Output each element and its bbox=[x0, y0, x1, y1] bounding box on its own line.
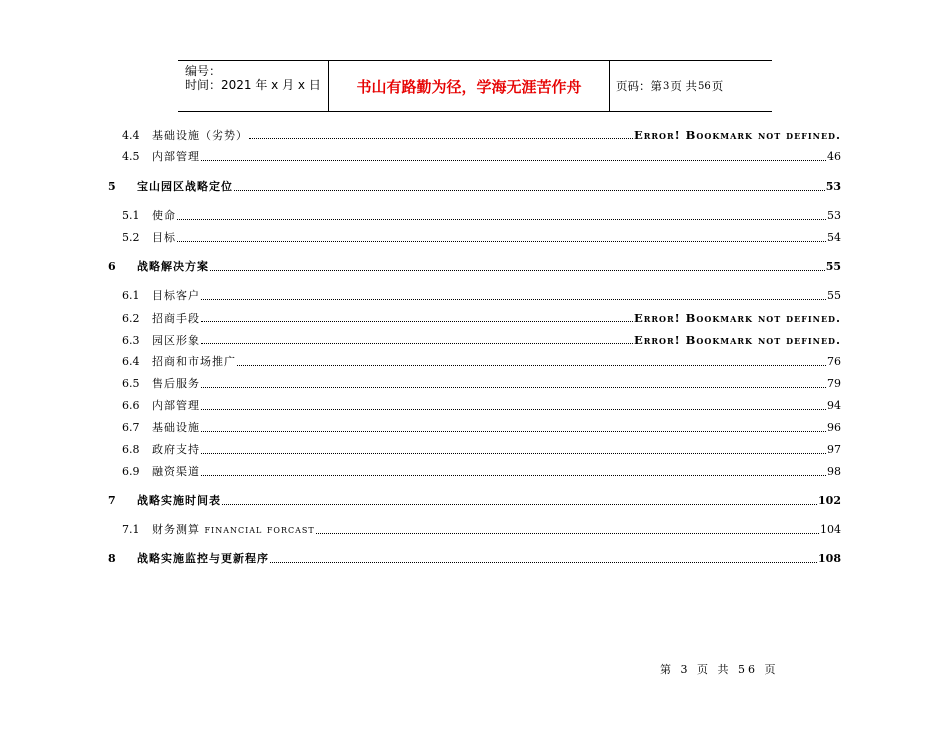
toc-entry-number: 6.5 bbox=[122, 377, 140, 390]
toc-entry-page: 46 bbox=[827, 150, 841, 163]
toc-entry-number: 4.5 bbox=[122, 150, 140, 163]
toc-dot-leader bbox=[237, 364, 826, 366]
toc-dot-leader bbox=[201, 452, 826, 454]
toc-dot-leader bbox=[201, 159, 826, 161]
toc-entry-title: 售后服务 bbox=[152, 377, 200, 390]
toc-entry-number: 4.4 bbox=[122, 129, 140, 142]
toc-entry-number: 6.1 bbox=[122, 289, 140, 302]
toc-entry[interactable] bbox=[108, 179, 841, 195]
toc-entry-title: 使命 bbox=[152, 209, 176, 222]
toc-entry-number: 8 bbox=[108, 552, 116, 565]
toc-entry-title: 融资渠道 bbox=[152, 465, 200, 478]
toc-entry-number: 6 bbox=[108, 260, 116, 273]
toc-entry-title: 财务测算 financial forcast bbox=[152, 523, 315, 536]
toc-dot-leader bbox=[201, 342, 633, 344]
toc-entry-page: 94 bbox=[827, 399, 841, 412]
toc-entry[interactable] bbox=[108, 230, 841, 246]
toc-dot-leader bbox=[210, 269, 825, 271]
toc-entry-title: 目标 bbox=[152, 231, 176, 244]
toc-entry[interactable] bbox=[108, 149, 841, 165]
toc-entry[interactable] bbox=[108, 332, 841, 348]
toc-entry[interactable] bbox=[108, 551, 841, 567]
header-serial-label: 编号： bbox=[185, 64, 222, 78]
toc-entry[interactable] bbox=[108, 442, 841, 458]
toc-entry-number: 6.8 bbox=[122, 443, 140, 456]
toc-entry-title: 战略实施监控与更新程序 bbox=[137, 552, 269, 565]
toc-entry-number: 7 bbox=[108, 494, 116, 507]
toc-entry[interactable] bbox=[108, 310, 841, 326]
toc-entry-number: 5.1 bbox=[122, 209, 140, 222]
toc-entry-number: 6.7 bbox=[122, 421, 140, 434]
toc-entry-number: 6.4 bbox=[122, 355, 140, 368]
toc-entry[interactable] bbox=[108, 522, 841, 538]
toc-entry-number: 6.6 bbox=[122, 399, 140, 412]
toc-entry-page: 53 bbox=[825, 180, 841, 193]
header-page-info bbox=[610, 61, 772, 111]
header-date: 时间：2021 年 x 月 x 日 bbox=[185, 78, 321, 92]
toc-entry-page: Error! Bookmark not defined. bbox=[633, 311, 841, 325]
toc-entry-page: 96 bbox=[827, 421, 841, 434]
toc-entry-page: 104 bbox=[820, 523, 841, 536]
toc-entry-title: 基础设施（劣势） bbox=[152, 129, 248, 142]
toc-dot-leader bbox=[201, 320, 633, 322]
toc-dot-leader bbox=[177, 240, 826, 242]
toc-entry[interactable] bbox=[108, 288, 841, 304]
toc-entry-title: 内部管理 bbox=[152, 150, 200, 163]
toc-dot-leader bbox=[270, 561, 817, 563]
toc-entry-title: 内部管理 bbox=[152, 399, 200, 412]
toc-entry-title: 招商和市场推广 bbox=[152, 355, 236, 368]
toc-entry-page: 53 bbox=[827, 209, 841, 222]
toc-entry-page: 108 bbox=[818, 552, 841, 565]
toc-dot-leader bbox=[234, 189, 825, 191]
header-page-suffix: 页 bbox=[711, 79, 724, 93]
page-footer: 第 3 页 共 56 页 bbox=[660, 663, 779, 676]
toc-entry-page: 102 bbox=[818, 494, 841, 507]
toc-entry-title: 政府支持 bbox=[152, 443, 200, 456]
toc-entry[interactable] bbox=[108, 354, 841, 370]
header-motto: 书山有路勤为径，学海无涯苦作舟 bbox=[329, 61, 610, 111]
toc-entry-title: 园区形象 bbox=[152, 334, 200, 347]
toc-entry-page: 76 bbox=[827, 355, 841, 368]
toc-entry-number: 6.9 bbox=[122, 465, 140, 478]
toc-dot-leader bbox=[201, 386, 826, 388]
toc-entry-title: 目标客户 bbox=[152, 289, 200, 302]
toc-entry[interactable] bbox=[108, 493, 841, 509]
toc-entry[interactable] bbox=[108, 464, 841, 480]
toc-dot-leader bbox=[201, 430, 826, 432]
toc-entry[interactable] bbox=[108, 398, 841, 414]
toc-dot-leader bbox=[201, 408, 826, 410]
header-page-current: 3 bbox=[663, 80, 670, 92]
toc-entry-page: Error! Bookmark not defined. bbox=[633, 128, 841, 142]
toc-entry[interactable] bbox=[108, 420, 841, 436]
toc-entry-number: 6.2 bbox=[122, 312, 140, 325]
toc-entry-title: 战略解决方案 bbox=[137, 260, 209, 273]
toc-entry-page: 98 bbox=[827, 465, 841, 478]
toc-dot-leader bbox=[316, 532, 819, 534]
toc-entry-page: 55 bbox=[827, 289, 841, 302]
header-info-cell bbox=[178, 61, 329, 111]
toc-dot-leader bbox=[201, 474, 826, 476]
header-page-mid: 页 共 bbox=[670, 79, 698, 93]
toc-entry-page: 97 bbox=[827, 443, 841, 456]
header-page-prefix: 页码：第 bbox=[616, 79, 662, 93]
toc-entry-number: 5.2 bbox=[122, 231, 140, 244]
toc-dot-leader bbox=[249, 137, 633, 139]
toc-dot-leader bbox=[222, 503, 817, 505]
toc-entry-title: 基础设施 bbox=[152, 421, 200, 434]
toc-entry[interactable] bbox=[108, 259, 841, 275]
toc-entry-number: 6.3 bbox=[122, 334, 140, 347]
toc-entry[interactable] bbox=[108, 208, 841, 224]
toc-dot-leader bbox=[201, 298, 826, 300]
toc-entry-page: 54 bbox=[827, 231, 841, 244]
toc-entry-title: 招商手段 bbox=[152, 312, 200, 325]
toc-entry-number: 5 bbox=[108, 180, 116, 193]
toc-entry-title: 战略实施时间表 bbox=[137, 494, 221, 507]
toc-entry-number: 7.1 bbox=[122, 523, 140, 536]
toc-entry[interactable] bbox=[108, 376, 841, 392]
toc-entry-page: Error! Bookmark not defined. bbox=[633, 333, 841, 347]
toc-entry[interactable] bbox=[108, 127, 841, 143]
toc-entry-title: 宝山园区战略定位 bbox=[137, 180, 233, 193]
toc-dot-leader bbox=[177, 218, 826, 220]
header-page-total: 56 bbox=[698, 80, 711, 92]
page-header bbox=[178, 60, 772, 112]
toc-entry-page: 79 bbox=[827, 377, 841, 390]
toc-entry-page: 55 bbox=[825, 260, 841, 273]
